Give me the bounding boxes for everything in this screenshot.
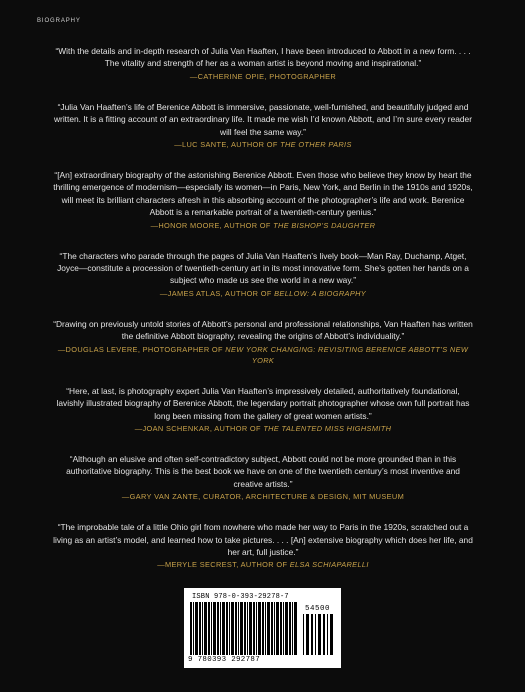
- barcode-bar: [258, 602, 261, 655]
- blurb: [52, 453, 474, 502]
- blurb: [52, 101, 474, 150]
- barcode-digits: 9 780393 292787: [188, 656, 261, 664]
- barcode-bar: [283, 602, 284, 655]
- attribution-book-title: THE BISHOP’S DAUGHTER: [273, 220, 376, 230]
- addon-barcode-bars: [303, 614, 336, 655]
- barcode-bar: [231, 602, 234, 655]
- attribution-book-title: NEW YORK CHANGING: REVISITING BERENICE ABBOTT’S NEW YORK: [225, 344, 469, 365]
- blurb-list: [52, 45, 474, 589]
- blurb-quote: “[An] extraordinary biography of the astonishing Berenice Abbott. Even those who believe they know by heart the thrilling emergence of modernism—especially its women—in Paris, New York, and Berlin in the 1910s and 1920s, will meet its brilliant characters afresh in this absorbing account of the photographer’s life and work. Berenice Abbott is a remarkable portrait of a twentieth-century genius.”: [53, 170, 473, 218]
- barcode-bar: [244, 602, 246, 655]
- attribution-book-title: ELSA SCHIAPARELLI: [289, 560, 369, 570]
- blurb-quote: “Julia Van Haaften’s life of Berenice Abbott is immersive, passionate, well-furnished, and beautifully judged and written. It is a fitting account of an extraordinary life. It made me wish I’d known Abbott, and I’m sure every reader will feel the same way.”: [53, 101, 473, 137]
- barcode-bar: [226, 602, 228, 655]
- category-label: BIOGRAPHY: [37, 18, 81, 24]
- blurb-quote: “The improbable tale of a little Ohio girl from nowhere who made her way to Paris in the 1920s, scratched out a living as an artist’s model, and learned how to take pictures. . . . [An] extensive biography which does her life, and her art, full justice.”: [53, 522, 473, 557]
- barcode-bar: [323, 614, 325, 655]
- barcode-bar: [318, 614, 321, 655]
- barcode-bar: [256, 602, 257, 655]
- barcode-bar: [229, 602, 230, 655]
- attribution-name: —JOAN SCHENKAR, AUTHOR OF: [134, 423, 264, 433]
- barcode-bar: [240, 602, 243, 655]
- attribution-book-title: BELLOW: A BIOGRAPHY: [274, 288, 367, 298]
- barcode-bar: [303, 614, 304, 655]
- barcode-bar: [311, 614, 313, 655]
- isbn-barcode: [184, 588, 341, 668]
- barcode-bar: [292, 602, 293, 655]
- attribution-name: —JAMES ATLAS, AUTHOR OF: [159, 288, 275, 298]
- barcode-bar: [238, 602, 239, 655]
- attribution-name: —DOUGLAS LEVERE, PHOTOGRAPHER OF: [57, 344, 226, 354]
- blurb-quote: “With the details and in-depth research of Julia Van Haaften, I have been introduced to Abbott in a new form. . . . The vitality and strength of her as a woman artist is beyond moving and inspirational.”: [55, 46, 471, 69]
- blurb: [52, 385, 474, 434]
- barcode-bar: [211, 602, 212, 655]
- blurb-quote: “Here, at last, is photography expert Julia Van Haaften’s impressively detailed, authoritatively foundational, lavishly illustrated biography of Berenice Abbott, the legendary portrait photographer whose own full portrait has long been missing from the gallery of great women artists.”: [56, 385, 470, 421]
- attribution-name: —HONOR MOORE, AUTHOR OF: [150, 220, 274, 230]
- blurb: [52, 169, 474, 231]
- blurb: [52, 318, 474, 366]
- blurb-attribution: [52, 344, 474, 366]
- barcode-bar: [274, 602, 275, 655]
- blurb-quote: “The characters who parade through the pages of Julia Van Haaften’s lively book—Man Ray, Duchamp, Atget, Joyce—constitute a procession of twentieth-century art in its most innovative form. She’s gotten her hands on a subject who made us see the world in a new way.”: [57, 250, 469, 286]
- blurb-attribution: [52, 71, 474, 82]
- attribution-name: —MERYLE SECREST, AUTHOR OF: [157, 560, 290, 570]
- barcode-bar: [249, 602, 252, 655]
- price-code: 54500: [305, 605, 331, 613]
- attribution-book-title: THE OTHER PARIS: [280, 140, 352, 150]
- blurb-attribution: [52, 423, 474, 434]
- barcode-bar: [204, 602, 207, 655]
- barcode-bar: [193, 602, 194, 655]
- barcode-bar: [315, 614, 316, 655]
- barcode-bar: [276, 602, 279, 655]
- barcode-bar: [289, 602, 291, 655]
- barcode-bar: [208, 602, 210, 655]
- barcode-bar: [330, 614, 333, 655]
- barcode-bar: [271, 602, 273, 655]
- attribution-name: —GARY VAN ZANTE, CURATOR, ARCHITECTURE & DESIGN, MIT MUSEUM: [121, 492, 405, 502]
- barcode-bar: [220, 602, 221, 655]
- barcode-bar: [222, 602, 225, 655]
- barcode-bar: [190, 602, 192, 655]
- barcode-bar: [280, 602, 282, 655]
- blurb-attribution: [52, 491, 474, 502]
- barcode-bar: [213, 602, 216, 655]
- ean-barcode-bars: [190, 602, 298, 655]
- barcode-bar: [235, 602, 237, 655]
- barcode-bar: [202, 602, 203, 655]
- barcode-bar: [195, 602, 198, 655]
- barcode-bar: [247, 602, 248, 655]
- barcode-bar: [294, 602, 297, 655]
- blurb: [52, 45, 474, 82]
- attribution-name: —CATHERINE OPIE, PHOTOGRAPHER: [189, 71, 337, 81]
- barcode-bar: [253, 602, 255, 655]
- blurb: [52, 250, 474, 299]
- blurb: [52, 521, 474, 570]
- blurb-quote: “Drawing on previously untold stories of Abbott’s personal and professional relationships, Van Haaften has written the definitive Abbott biography, revealing the origins of Abbott’s individuality.”: [53, 318, 473, 342]
- barcode-bar: [265, 602, 266, 655]
- blurb-attribution: [52, 139, 474, 150]
- blurb-attribution: [52, 220, 474, 231]
- blurb-quote: “Although an elusive and often self-contradictory subject, Abbott could not be more grounded than in this authoritative biography. This is the best book we have on one of the twentieth century’s most inventive and creative artists.”: [66, 453, 460, 489]
- barcode-bar: [285, 602, 288, 655]
- barcode-bar: [267, 602, 270, 655]
- attribution-name: —LUC SANTE, AUTHOR OF: [174, 140, 281, 150]
- barcode-bar: [217, 602, 219, 655]
- barcode-bar: [306, 614, 309, 655]
- blurb-attribution: [52, 559, 474, 570]
- barcode-bar: [199, 602, 201, 655]
- barcode-bar: [327, 614, 328, 655]
- blurb-attribution: [52, 288, 474, 299]
- isbn-number: ISBN 978-0-393-29278-7: [192, 593, 289, 601]
- barcode-bar: [262, 602, 264, 655]
- attribution-book-title: THE TALENTED MISS HIGHSMITH: [263, 423, 392, 433]
